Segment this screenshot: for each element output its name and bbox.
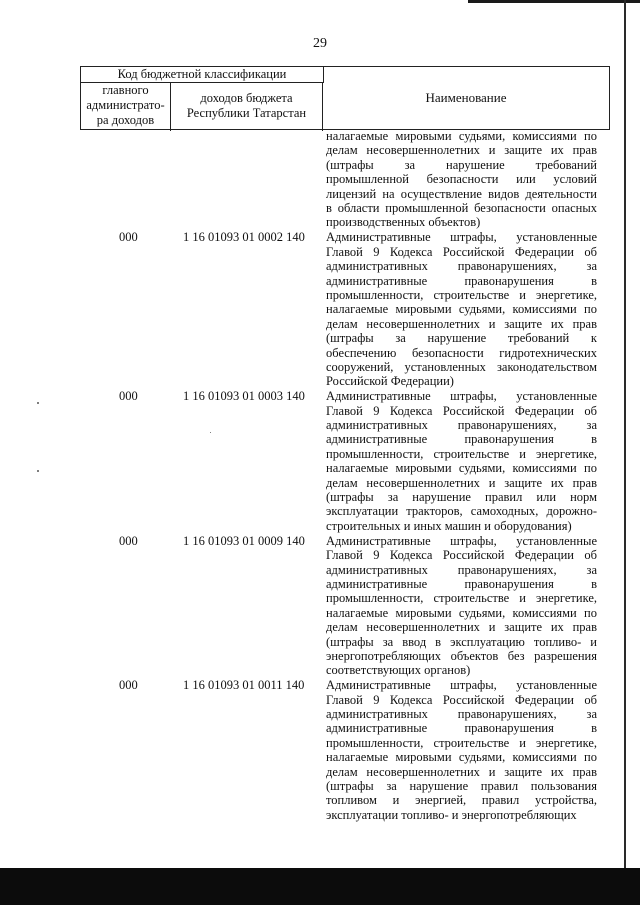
name-line: налагаемые мировыми судьями, комиссиями по: [326, 461, 597, 476]
name-line: делам несовершеннолетних и защите их прав: [326, 143, 597, 158]
header-chief-administrator: [81, 82, 171, 131]
row-name-text: [326, 230, 597, 388]
admin-code: 000: [119, 230, 138, 245]
name-line: административные правонарушения в: [326, 273, 597, 288]
name-line: Административные штрафы, установленные: [326, 389, 597, 404]
name-line: промышленности, строительстве и энергетике,: [326, 735, 597, 750]
scan-speck: [37, 402, 39, 404]
name-line: административные правонарушения в: [326, 721, 597, 736]
page-number: 29: [313, 36, 327, 51]
header-line: доходов бюджета: [200, 91, 293, 105]
name-line: Главой 9 Кодекса Российской Федерации об: [326, 692, 597, 707]
name-line: строительных и иных машин и оборудования): [326, 518, 572, 533]
header-budget-income: [171, 82, 323, 131]
admin-code: 000: [119, 389, 138, 404]
header-line: администрато-: [86, 98, 165, 112]
name-line: налагаемые мировыми судьями, комиссиями по: [326, 129, 597, 143]
name-line: (штрафы за нарушение требований: [326, 157, 597, 172]
scan-edge-top: [468, 0, 640, 3]
name-line: налагаемые мировыми судьями, комиссиями по: [326, 302, 597, 317]
name-line: Главой 9 Кодекса Российской Федерации об: [326, 244, 597, 259]
name-line: Административные штрафы, установленные: [326, 533, 597, 548]
table-header: [80, 66, 610, 130]
name-line: энергопотребляющих объектов без разрешения: [326, 648, 597, 663]
name-line: топливом и энергией, правил устройства,: [326, 793, 597, 808]
name-line: делам несовершеннолетних и защите их прав: [326, 316, 597, 331]
income-code: 1 16 01093 01 0009 140: [183, 533, 305, 548]
name-line: Главой 9 Кодекса Российской Федерации об: [326, 548, 597, 563]
name-line: административных правонарушениях, за: [326, 562, 597, 577]
header-line: ра доходов: [96, 113, 155, 127]
name-line: административных правонарушениях, за: [326, 418, 597, 432]
name-line: (штрафы за ввод в эксплуатацию топливо- и: [326, 634, 597, 649]
income-code: 1 16 01093 01 0003 140: [183, 389, 305, 404]
name-line: промышленной безопасности или условий: [326, 172, 597, 187]
name-line: делам несовершеннолетних и защите их прав: [326, 764, 597, 779]
name-line: налагаемые мировыми судьями, комиссиями по: [326, 605, 597, 620]
name-line: (штрафы за нарушение правил пользования: [326, 779, 597, 794]
scan-speck: [37, 470, 39, 472]
admin-code: 000: [119, 678, 138, 693]
scan-speck: [210, 432, 211, 433]
name-line: сооружений, установленных законодательством: [326, 359, 597, 374]
name-line: Административные штрафы, установленные: [326, 230, 597, 245]
name-line: делам несовершеннолетних и защите их прав: [326, 620, 597, 635]
name-line: административных правонарушениях, за: [326, 707, 597, 721]
name-line: промышленности, строительстве и энергетике,: [326, 591, 597, 606]
row-name-text: [326, 678, 597, 822]
name-line: эксплуатации тракторов, самоходных, дорожно-: [326, 504, 597, 519]
income-code: 1 16 01093 01 0002 140: [183, 230, 305, 245]
scan-edge-bottom: [0, 868, 640, 905]
name-line: лицензий на осуществление видов деятельности: [326, 186, 597, 201]
header-line: Республики Татарстан: [186, 106, 307, 120]
income-code: 1 16 01093 01 0011 140: [183, 678, 305, 693]
name-line: (штрафы за нарушение требований к: [326, 331, 597, 346]
name-line: Административные штрафы, установленные: [326, 678, 597, 693]
row-name-text: [326, 389, 597, 533]
scan-edge-right: [624, 0, 626, 870]
name-line: обеспечению безопасности гидротехнических: [326, 345, 597, 360]
header-line: главного: [102, 83, 149, 97]
name-line: промышленности, строительстве и энергетике,: [326, 287, 597, 302]
name-line: в области промышленной безопасности опасных: [326, 201, 597, 216]
name-line: Российской Федерации): [326, 374, 454, 389]
row-name-text: [326, 534, 597, 678]
name-line: эксплуатации топливо- и энергопотребляющих: [326, 807, 577, 822]
name-line: административные правонарушения в: [326, 576, 597, 591]
name-line: производственных объектов): [326, 215, 481, 230]
continuation-text: [326, 129, 597, 230]
name-line: Главой 9 Кодекса Российской Федерации об: [326, 403, 597, 418]
name-line: делам несовершеннолетних и защите их прав: [326, 475, 597, 490]
name-line: административные правонарушения в: [326, 432, 597, 447]
name-line: соответствующих органов): [326, 663, 471, 678]
header-name: Наименование: [425, 90, 507, 105]
name-line: административных правонарушениях, за: [326, 259, 597, 274]
header-budget-classification: Код бюджетной классификации: [81, 67, 324, 83]
name-line: налагаемые мировыми судьями, комиссиями по: [326, 750, 597, 765]
admin-code: 000: [119, 533, 138, 548]
name-line: промышленности, строительстве и энергетике,: [326, 446, 597, 461]
name-line: (штрафы за нарушение правил или норм: [326, 490, 597, 505]
